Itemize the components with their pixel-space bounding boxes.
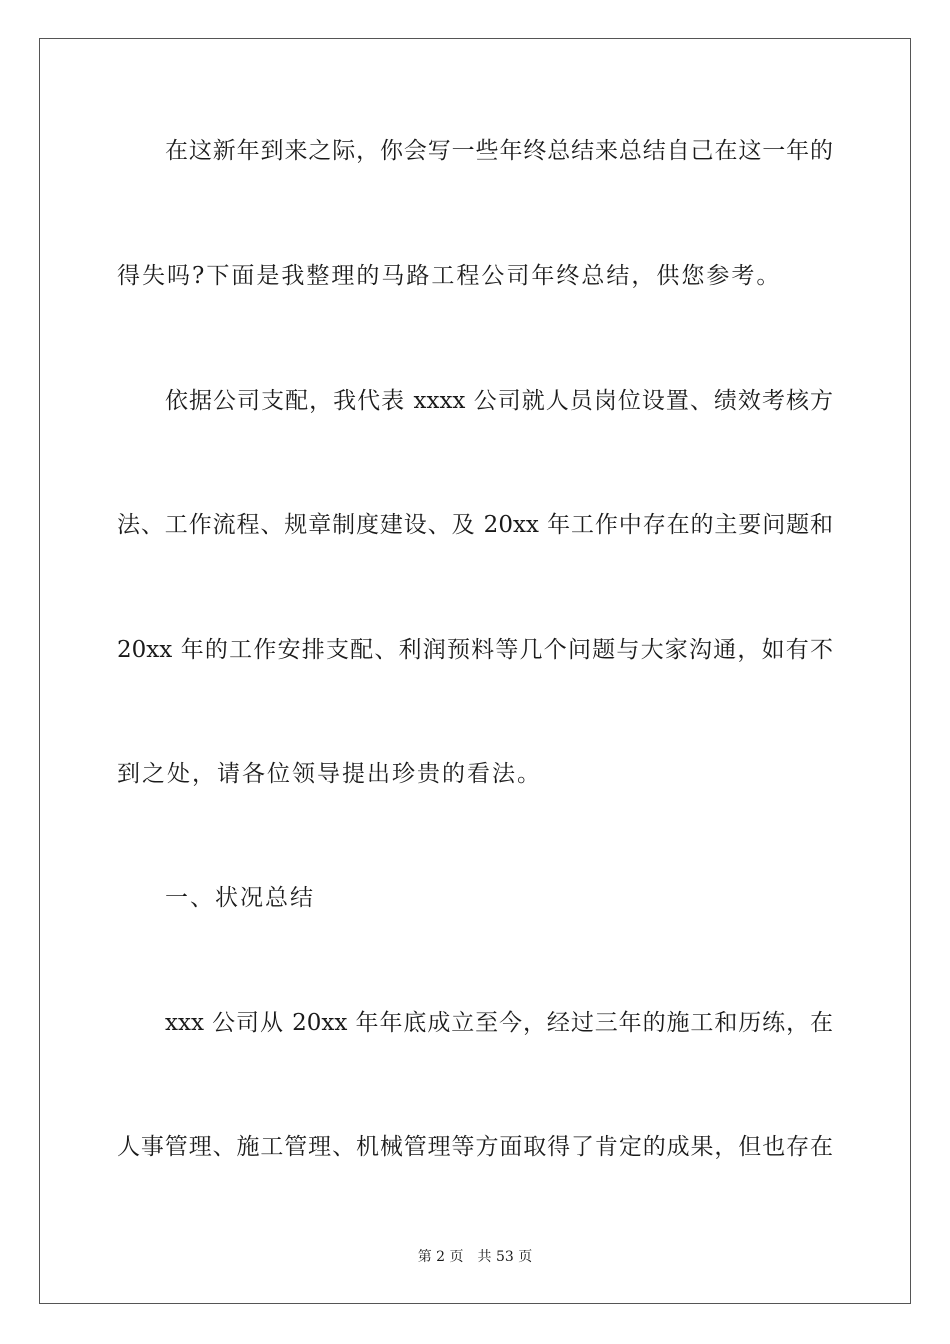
- page-footer: [0, 1247, 950, 1267]
- paragraph-line-5: 20xx 年的工作安排支配、利润预料等几个问题与大家沟通，如有不: [117, 637, 833, 663]
- page-number: 第 2 页: [417, 1249, 464, 1265]
- paragraph-line-6: 到之处，请各位领导提出珍贵的看法。: [117, 761, 542, 787]
- paragraph-line-2: 得失吗?下面是我整理的马路工程公司年终总结，供您参考。: [117, 263, 782, 289]
- paragraph-line-3: 依据公司支配，我代表 xxxx 公司就人员岗位设置、绩效考核方: [165, 388, 833, 414]
- paragraph-line-7: xxx 公司从 20xx 年年底成立至今，经过三年的施工和历练，在: [165, 1010, 833, 1036]
- section-heading: 一、状况总结: [165, 885, 315, 911]
- total-pages: 共 53 页: [477, 1249, 533, 1265]
- paragraph-line-4: 法、工作流程、规章制度建设、及 20xx 年工作中存在的主要问题和: [117, 512, 833, 538]
- paragraph-line-1: 在这新年到来之际，你会写一些年终总结来总结自己在这一年的: [165, 138, 833, 164]
- paragraph-line-8: 人事管理、施工管理、机械管理等方面取得了肯定的成果，但也存在: [117, 1134, 833, 1160]
- page-border: [39, 38, 911, 1304]
